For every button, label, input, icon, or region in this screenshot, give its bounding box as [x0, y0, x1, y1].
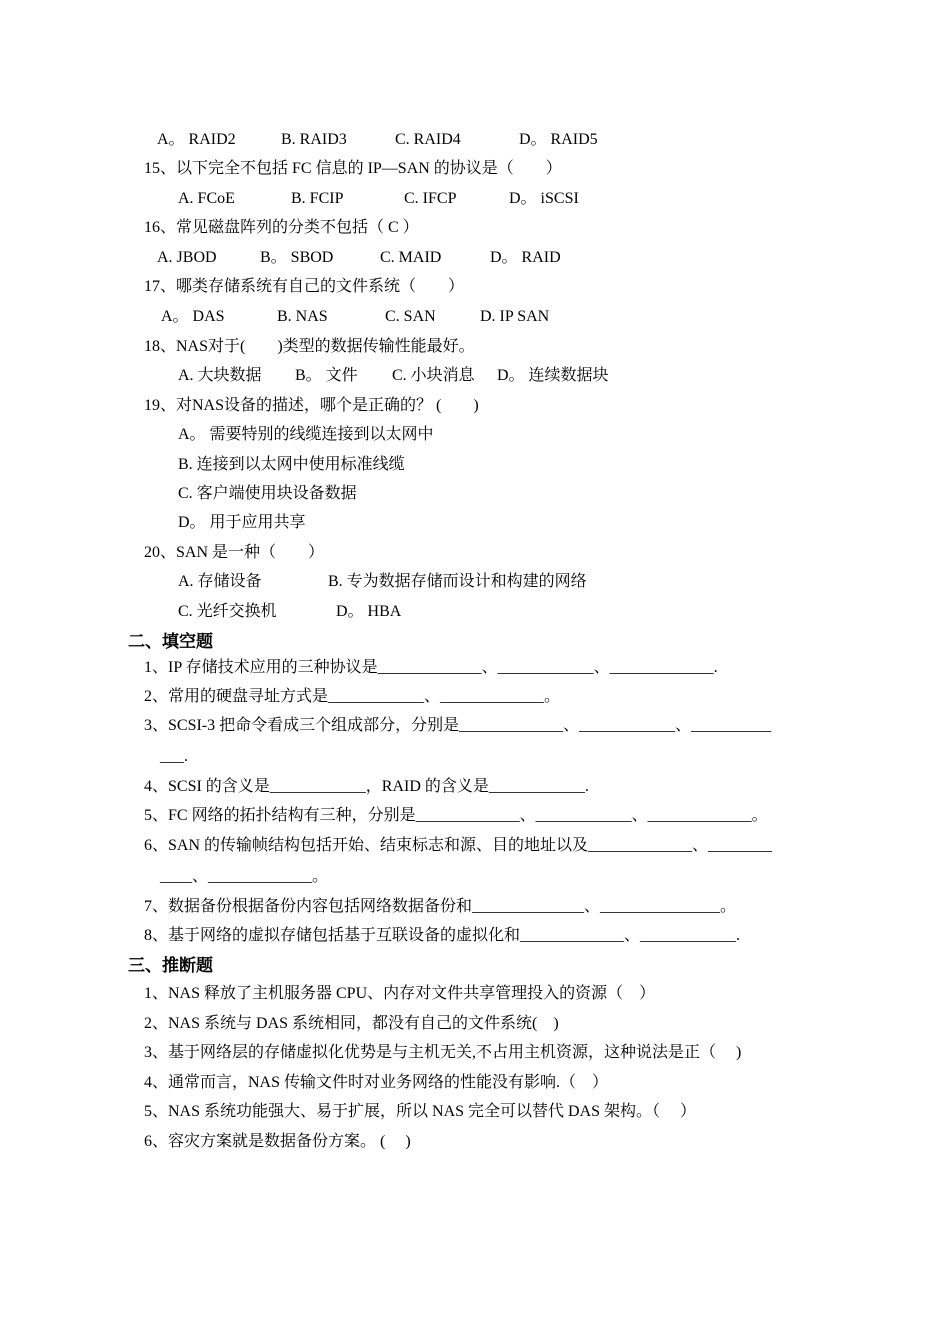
q18-option-a: A. 大块数据: [178, 367, 262, 384]
judge-item-2: 2、NAS 系统与 DAS 系统相同，都没有自己的文件系统( ): [144, 1015, 559, 1032]
fill-item-2: 2、常用的硬盘寻址方式是____________、_____________。: [144, 688, 561, 705]
judge-item-4: 4、通常而言，NAS 传输文件时对业务网络的性能没有影响.（ ）: [144, 1074, 609, 1091]
fill-item-6: 6、SAN 的传输帧结构包括开始、结束标志和源、目的地址以及_____________、________: [144, 837, 773, 854]
q19-option-b: B. 连接到以太网中使用标准线缆: [178, 456, 405, 473]
q16-option-b: B。 SBOD: [260, 249, 334, 266]
fill-item-5: 5、FC 网络的拓扑结构有三种，分别是_____________、____________、_____________。: [144, 807, 768, 824]
q15-option-d: D。 iSCSI: [509, 190, 579, 207]
question-18: 18、NAS对于( )类型的数据传输性能最好。: [144, 338, 475, 355]
question-17: 17、哪类存储系统有自己的文件系统（ ）: [144, 278, 465, 295]
judge-item-6: 6、容灾方案就是数据备份方案。 ( ): [144, 1133, 411, 1150]
q18-option-c: C. 小块消息: [392, 367, 475, 384]
section-2-heading: 二、填空题: [128, 632, 213, 652]
q15-option-a: A. FCoE: [178, 190, 235, 207]
question-16: 16、常见磁盘阵列的分类不包括（ C ）: [144, 219, 419, 236]
q16-option-a: A. JBOD: [157, 249, 217, 266]
fill-item-3-cont: ___.: [160, 748, 188, 765]
q19-option-a: A。 需要特别的线缆连接到以太网中: [178, 426, 434, 443]
q20-option-b: B. 专为数据存储而设计和构建的网络: [328, 573, 587, 590]
question-19: 19、对NAS设备的描述，哪个是正确的？ ( ): [144, 397, 479, 414]
fill-item-4: 4、SCSI 的含义是____________，RAID 的含义是____________.: [144, 778, 589, 795]
fill-item-8: 8、基于网络的虚拟存储包括基于互联设备的虚拟化和_____________、____________.: [144, 927, 741, 944]
fill-item-3: 3、SCSI-3 把命令看成三个组成部分，分别是_____________、____________、__________: [144, 717, 772, 734]
q16-option-d: D。 RAID: [490, 249, 561, 266]
q18-option-b: B。 文件: [295, 367, 358, 384]
question-20: 20、SAN 是一种（ ）: [144, 544, 325, 561]
q20-option-d: D。 HBA: [336, 603, 402, 620]
q15-option-c: C. IFCP: [404, 190, 457, 207]
section-3-heading: 三、推断题: [128, 956, 213, 976]
fill-item-6-cont: ____、_____________。: [160, 868, 329, 885]
q20-option-a: A. 存储设备: [178, 573, 262, 590]
q17-option-c: C. SAN: [385, 308, 436, 325]
fill-item-7: 7、数据备份根据备份内容包括网络数据备份和______________、_______________。: [144, 898, 737, 915]
q20-option-c: C. 光纤交换机: [178, 603, 277, 620]
q15-option-b: B. FCIP: [291, 190, 344, 207]
q17-option-b: B. NAS: [277, 308, 328, 325]
q17-option-d: D. IP SAN: [480, 308, 550, 325]
judge-item-1: 1、NAS 释放了主机服务器 CPU、内存对文件共享管理投入的资源（ ）: [144, 985, 656, 1002]
q14-option-c: C. RAID4: [395, 131, 461, 148]
q14-option-a: A。 RAID2: [157, 131, 236, 148]
judge-item-3: 3、基于网络层的存储虚拟化优势是与主机无关,不占用主机资源，这种说法是正（ ): [144, 1044, 742, 1061]
q18-option-d: D。 连续数据块: [497, 367, 609, 384]
q16-option-c: C. MAID: [380, 249, 442, 266]
question-15: 15、以下完全不包括 FC 信息的 IP—SAN 的协议是（ ）: [144, 160, 562, 177]
q14-option-b: B. RAID3: [281, 131, 347, 148]
judge-item-5: 5、NAS 系统功能强大、易于扩展，所以 NAS 完全可以替代 DAS 架构。（ ）: [144, 1103, 697, 1120]
q19-option-c: C. 客户端使用块设备数据: [178, 485, 357, 502]
q19-option-d: D。 用于应用共享: [178, 514, 306, 531]
q14-option-d: D。 RAID5: [519, 131, 598, 148]
q17-option-a: A。 DAS: [161, 308, 225, 325]
fill-item-1: 1、IP 存储技术应用的三种协议是_____________、____________、_____________.: [144, 659, 718, 676]
